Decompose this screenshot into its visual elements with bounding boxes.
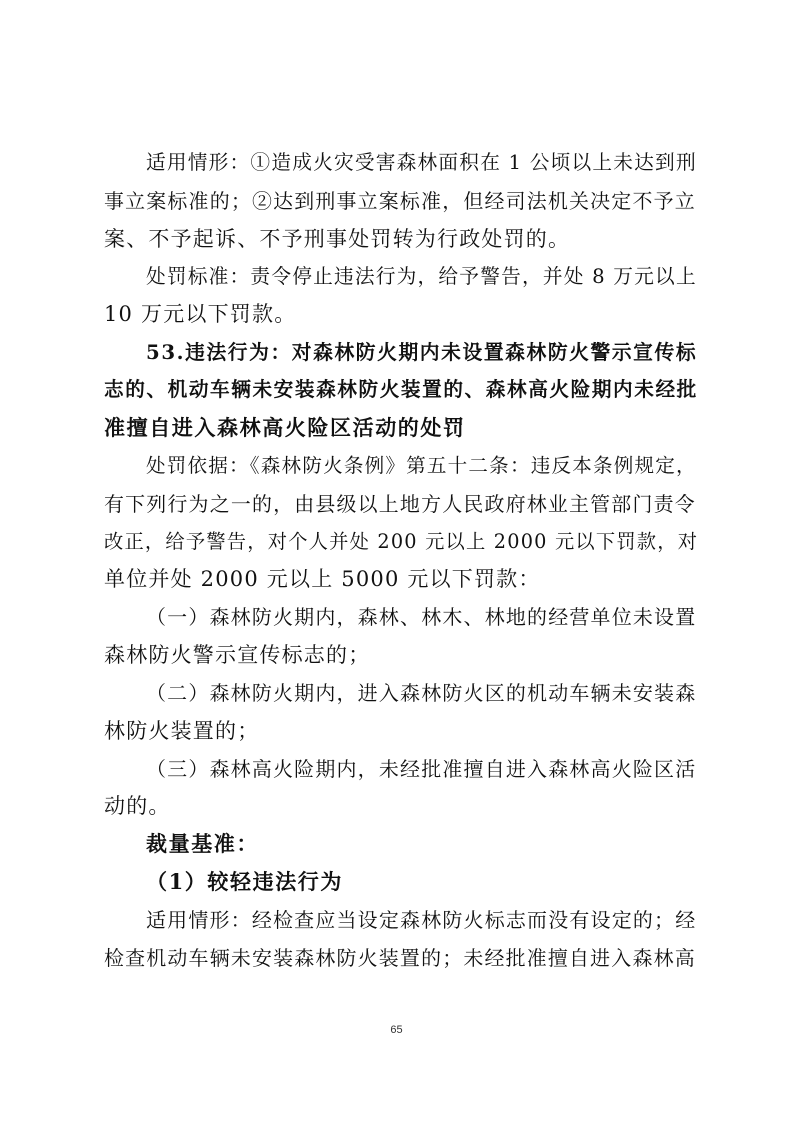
section-heading-line: 志的、机动车辆未安装森林防火装置的、森林高火险期内未经批 — [104, 378, 698, 401]
paragraph-line: 适用情形：①造成火灾受害森林面积在 1 公顷以上未达到刑 — [146, 151, 697, 174]
list-item-line: （一）森林防火期内，森林、林木、林地的经营单位未设置 — [146, 605, 697, 629]
list-item-line: （三）森林高火险期内，未经批准擅自进入森林高火险区活 — [146, 757, 697, 781]
paragraph-line: 事立案标准的；②达到刑事立案标准，但经司法机关决定不予立 — [104, 189, 696, 213]
paragraph-line: 检查机动车辆未安装森林防火装置的；未经批准擅自进入森林高 — [104, 946, 696, 970]
paragraph-line: 处罚依据：《森林防火条例》第五十二条：违反本条例规定， — [146, 454, 697, 477]
list-item-line: 森林防火警示宣传标志的； — [104, 643, 371, 667]
list-item-line: 动的。 — [104, 794, 171, 818]
paragraph-line: 适用情形：经检查应当设定森林防火标志而没有设定的；经 — [146, 908, 697, 932]
paragraph-line: 案、不予起诉、不予刑事处罚转为行政处罚的。 — [104, 227, 571, 251]
paragraph-line: 单位并处 2000 元以上 5000 元以下罚款： — [104, 567, 541, 591]
paragraph-line: 有下列行为之一的，由县级以上地方人民政府林业主管部门责令 — [104, 492, 696, 516]
list-item-line: 林防火装置的； — [104, 719, 260, 743]
subheading: （1）较轻违法行为 — [146, 869, 344, 894]
section-heading-line: 53.违法行为：对森林防火期内未设置森林防火警示宣传标 — [146, 340, 698, 364]
subheading: 裁量基准： — [146, 831, 259, 856]
page-number: 65 — [390, 1024, 403, 1036]
paragraph-line: 10 万元以下罚款。 — [104, 302, 297, 326]
paragraph-line: 处罚标准：责令停止违法行为，给予警告，并处 8 万元以上 — [146, 265, 697, 288]
section-heading-line: 准擅自进入森林高火险区活动的处罚 — [104, 415, 466, 440]
paragraph-line: 改正，给予警告，对个人并处 200 元以上 2000 元以下罚款，对 — [104, 530, 699, 553]
list-item-line: （二）森林防火期内，进入森林防火区的机动车辆未安装森 — [146, 681, 697, 705]
